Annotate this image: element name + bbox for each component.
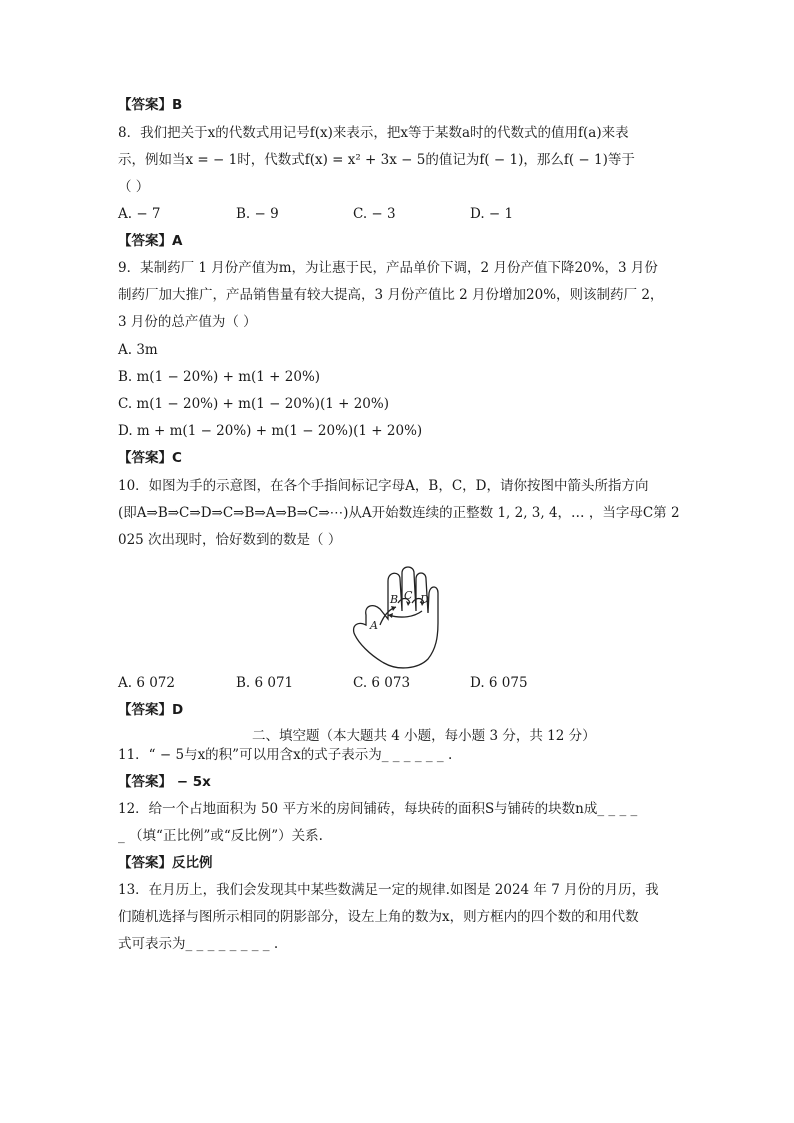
q10-option-d: D. 6 075	[470, 675, 528, 691]
question-13-line-2: 们随机选择与图所示相同的阴影部分，设左上角的数为x，则方框内的四个数的和用代数	[118, 909, 639, 925]
question-10-line-3: 025 次出现时，恰好数到的数是（ ）	[118, 532, 342, 548]
answer-12: 【答案】反比例	[118, 855, 213, 871]
section-heading: 二、填空题（本大题共 4 小题，每小题 3 分，共 12 分）	[252, 728, 596, 744]
q9-option-b: B. m(1 − 20%) + m(1 + 20%)	[118, 369, 321, 385]
question-9-line-2: 制药厂加大推广，产品销售量有较大提高，3 月份产值比 2 月份增加20%，则该制药厂 2，	[118, 287, 664, 303]
question-8-line-3: （ ）	[118, 179, 150, 195]
question-8-line-2: 示，例如当x = − 1时，代数式f(x) = x² + 3x − 5的值记为f( − 1)，那么f( − 1)等于	[118, 152, 635, 168]
label-b: B	[390, 593, 399, 606]
answer-7: 【答案】B	[118, 97, 183, 113]
hand-diagram	[348, 563, 444, 673]
arrowhead-icon	[388, 613, 393, 618]
question-13-line-3: 式可表示为_ _ _ _ _ _ _ _ .	[118, 936, 279, 952]
question-12-line-2: _ （填“正比例”或“反比例”）关系.	[118, 828, 323, 844]
q10-option-b: B. 6 071	[236, 675, 294, 691]
q9-option-d: D. m + m(1 − 20%) + m(1 − 20%)(1 + 20%)	[118, 423, 423, 439]
label-d: D	[420, 593, 429, 606]
question-10-line-1: 10．如图为手的示意图，在各个手指间标记字母A，B，C，D，请你按图中箭头所指方向	[118, 478, 649, 494]
answer-10: 【答案】D	[118, 702, 184, 718]
q9-option-a: A. 3m	[118, 342, 158, 358]
hand-outline	[354, 567, 438, 668]
question-13-line-1: 13．在月历上，我们会发现其中某些数满足一定的规律.如图是 2024 年 7 月份的月历，我	[118, 882, 659, 898]
question-8-line-1: 8．我们把关于x的代数式用记号f(x)来表示，把x等于某数a时的代数式的值用f(a)来表	[118, 125, 629, 141]
label-a: A	[370, 619, 378, 632]
arrow-back	[388, 611, 422, 617]
question-10-line-2: (即A⇒B⇒C⇒D⇒C⇒B⇒A⇒B⇒C⇒⋯)从A开始数连续的正整数 1, 2, 3, 4，… ，当字母C第 2	[118, 505, 680, 521]
q10-option-c: C. 6 073	[353, 675, 411, 691]
q8-option-c: C. − 3	[353, 206, 396, 222]
q8-option-b: B. − 9	[236, 206, 279, 222]
answer-8: 【答案】A	[118, 233, 183, 249]
question-9-line-1: 9．某制药厂 1 月份产值为m，为让惠于民，产品单价下调，2 月份产值下降20%，3 月份	[118, 260, 658, 276]
answer-9: 【答案】C	[118, 450, 182, 466]
q8-option-d: D. − 1	[470, 206, 514, 222]
q8-option-a: A. − 7	[118, 206, 161, 222]
question-9-line-3: 3 月份的总产值为（ ）	[118, 314, 257, 330]
answer-11: 【答案】 − 5x	[118, 774, 211, 790]
q10-option-a: A. 6 072	[118, 675, 175, 691]
question-12-line-1: 12．给一个占地面积为 50 平方米的房间铺砖，每块砖的面积S与铺砖的块数n成_ _ _ _	[118, 801, 638, 817]
label-c: C	[404, 589, 413, 602]
question-11: 11．“ − 5与x的积”可以用含x的式子表示为_ _ _ _ _ _ .	[118, 747, 453, 763]
q9-option-c: C. m(1 − 20%) + m(1 − 20%)(1 + 20%)	[118, 396, 389, 412]
